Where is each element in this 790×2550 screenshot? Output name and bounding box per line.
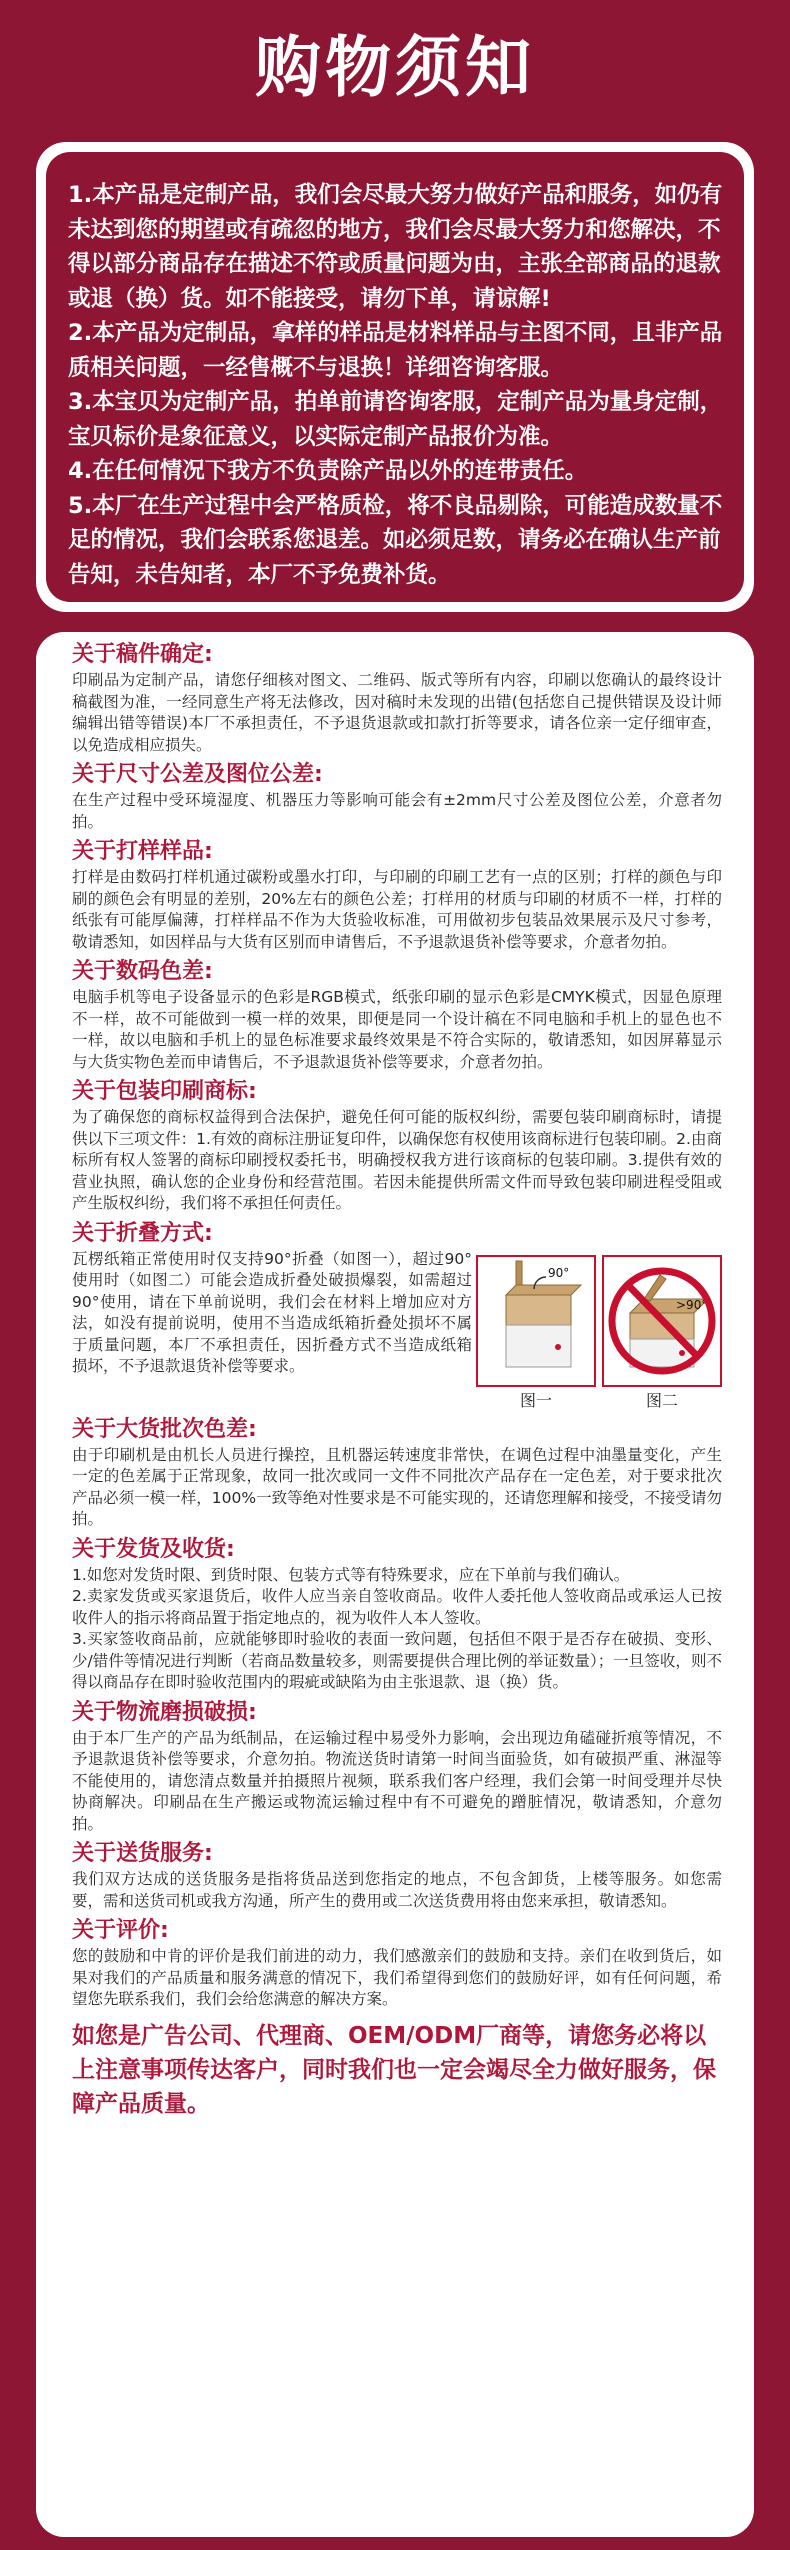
section-body: 打样是由数码打样机通过碳粉或墨水打印，与印刷的印刷工艺有一点的区别；打样的颜色与印刷的颜色会有明显的差别，20%左右的颜色公差；打样用的材质与印刷的材质不一样，打样的纸张有可能厚偏薄，打样样品不作为大货验收标准，可用做初步包装品效果展示及尺寸参考，敬请悉知，如因样品与大货有区别而申请售后，不予退款退货补偿等要求，介意者勿拍。 bbox=[72, 868, 722, 951]
notice-item: 2.本产品为定制品，拿样的样品是材料样品与主图不同，且非产品质相关问题，一经售概不与退换！详细咨询客服。 bbox=[68, 320, 723, 381]
section-title: 关于稿件确定: bbox=[72, 642, 213, 667]
fig2-angle: >90° bbox=[676, 1297, 708, 1312]
section-tolerance bbox=[72, 760, 722, 833]
box-fold-90-icon bbox=[476, 1255, 596, 1387]
fig1-angle: 90° bbox=[548, 1265, 570, 1280]
notice-item: 3.本宝贝为定制产品，拍单前请咨询客服，定制产品为量身定制，宝贝标价是象征意义，以实际定制产品报价为准。 bbox=[68, 389, 723, 450]
section-title: 关于折叠方式: bbox=[72, 1220, 213, 1246]
box-fold-over-90-prohibited-icon bbox=[602, 1255, 722, 1387]
section-trademark bbox=[72, 1077, 722, 1215]
figure-two bbox=[602, 1255, 722, 1415]
section-body: 电脑手机等电子设备显示的色彩是RGB模式，纸张印刷的显示色彩是CMYK模式，因显色原理不一样，故不可能做到一模一样的效果，即便是同一个设计稿在不同电脑和手机上的显色也不一样，故以电脑和手机上的显色标准要求最终效果是不符合实际的，敬请悉知，如因屏幕显示与大货实物色差而申请售后，不予退款退货补偿等要求，介意者勿拍。 bbox=[72, 988, 722, 1071]
section-shipping bbox=[72, 1535, 722, 1694]
section-manuscript bbox=[72, 640, 722, 756]
section-body: 印刷品为定制产品，请您仔细核对图文、二维码、版式等所有内容，印刷以您确认的最终设计稿截图为准，一经同意生产将无法修改，因对稿时未发现的出错(包括您自己提供错误及设计师编辑出错等错误)本厂不承担责任，不予退货退款或扣款打折等要求，请各位亲一定仔细审查，以免造成相应损失。 bbox=[72, 671, 722, 754]
section-body: 由于本厂生产的产品为纸制品，在运输过程中易受外力影响，会出现边角磕碰折痕等情况，不予退款退货补偿等要求，介意勿拍。物流送货时请第一时间当面验货，如有破损严重、淋湿等不能使用的，请您清点数量并拍摄照片视频，联系我们客户经理，我们会第一时间受理并尽快协商解决。印刷品在生产搬运或物流运输过程中有不可避免的蹭脏情况，敬请悉知，介意勿拍。 bbox=[72, 1728, 722, 1833]
section-logistics-damage bbox=[72, 1698, 722, 1836]
section-body: 1.如您对发货时限、到货时限、包装方式等有特殊要求，应在下单前与我们确认。 2.卖家发货或买家退货后，收件人应当亲自签收商品。收件人委托他人签收商品或承运人已按收件人的指示将商品置于指定地点的，视为收件人本人签收。 3.买家签收商品前，应就能够即时验收的表面一致问题，包括但不限于是否存在破损、变形、少/错件等情况进行判断（若商品数量较多，则需要提供合理比例的举证数量）；一旦签收，则不得以商品存在即时验收范围内的瑕疵或缺陷为由主张退款、退（换）货。 bbox=[72, 1565, 722, 1691]
closing-note: 如您是广告公司、代理商、OEM/ODM厂商等，请您务必将以上注意事项传达客户，同时我们也一定会竭尽全力做好服务，保障产品质量。 bbox=[72, 2022, 716, 2117]
section-title: 关于物流磨损破损: bbox=[72, 1699, 257, 1725]
notice-item: 1.本产品是定制产品，我们会尽最大努力做好产品和服务，如仍有未达到您的期望或有疏忽的地方，我们会尽最大努力和您解决，不得以部分商品存在描述不符或质量问题为由，主张全部商品的退款或退（换）货。如不能接受，请勿下单，请谅解! bbox=[68, 182, 723, 312]
notice-list bbox=[46, 152, 744, 602]
figure-one bbox=[476, 1255, 596, 1415]
content-panel bbox=[36, 632, 754, 2537]
section-batch-color bbox=[72, 1415, 722, 1531]
section-body: 在生产过程中受环境湿度、机器压力等影响可能会有±2mm尺寸公差及图位公差，介意者勿拍。 bbox=[72, 791, 722, 831]
section-body: 由于印刷机是由机长人员进行操控，且机器运转速度非常快，在调色过程中油墨量变化，产生一定的色差属于正常现象，故同一批次或同一文件不同批次产品存在一定色差，对于要求批次产品必须一模一样，100%一致等绝对性要求是不可能实现的，还请您理解和接受，不接受请勿拍。 bbox=[72, 1445, 722, 1528]
notice-panel bbox=[36, 142, 754, 612]
section-digital-color bbox=[72, 957, 722, 1073]
section-review bbox=[72, 1916, 722, 2011]
section-title: 关于打样样品: bbox=[72, 839, 213, 864]
notice-item: 5.本厂在生产过程中会严格质检，将不良品剔除，可能造成数量不足的情况，我们会联系您退差。如必须足数，请务必在确认生产前告知，未告知者，本厂不予免费补货。 bbox=[68, 492, 723, 588]
section-title: 关于发货及收货: bbox=[72, 1536, 235, 1562]
section-body: 您的鼓励和中肯的评价是我们前进的动力，我们感激亲们的鼓励和支持。亲们在收到货后，如果对我们的产品质量和服务满意的情况下，我们希望得到您们的鼓励好评，如有任何问题，希望您先联系我们，我们会给您满意的解决方案。 bbox=[72, 1947, 722, 2008]
section-title: 关于送货服务: bbox=[72, 1841, 213, 1866]
section-title: 关于评价: bbox=[72, 1918, 169, 1943]
section-title: 关于包装印刷商标: bbox=[72, 1079, 257, 1104]
page-title: 购物须知 bbox=[255, 29, 535, 106]
section-body: 我们双方达成的送货服务是指将货品送到您指定的地点，不包含卸货，上楼等服务。如您需要，需和送货司机或我方沟通，所产生的费用或二次送货费用将由您来承担，敬请悉知。 bbox=[72, 1870, 722, 1910]
section-title: 关于尺寸公差及图位公差: bbox=[72, 762, 323, 787]
section-title: 关于数码色差: bbox=[72, 959, 213, 984]
section-delivery bbox=[72, 1839, 722, 1912]
section-title: 关于大货批次色差: bbox=[72, 1416, 257, 1442]
section-body: 瓦楞纸箱正常使用时仅支持90°折叠（如图一），超过90°使用时（如图二）可能会造成折叠处破损爆裂，如需超过90°使用，请在下单前说明，我们会在材料上增加应对方法，如没有提前说明，使用不当造成纸箱折叠处损坏不属于质量问题，本厂不承担责任，因折叠方式不当造成纸箱损坏，不予退款退货补偿等要求。 bbox=[72, 1249, 472, 1375]
section-body: 为了确保您的商标权益得到合法保护，避免任何可能的版权纠纷，需要包装印刷商标时，请提供以下三项文件：1.有效的商标注册证复印件，以确保您有权使用该商标进行包装印刷。2.由商标所有权人签署的商标印刷授权委托书，明确授权我方进行该商标的包装印刷。3.提供有效的营业执照，确认您的企业身份和经营范围。若因未能提供所需文件而导致包装印刷进程受阻或产生版权纠纷，我们将不承担任何责任。 bbox=[72, 1108, 722, 1212]
figure-two-label: 图二 bbox=[645, 1390, 678, 1410]
folding-figures bbox=[476, 1249, 722, 1415]
folding-row bbox=[72, 1249, 722, 1415]
notice-item: 4.在任何情况下我方不负责除产品以外的连带责任。 bbox=[68, 458, 588, 484]
section-folding bbox=[72, 1219, 722, 1415]
section-proof bbox=[72, 837, 722, 953]
figure-one-label: 图一 bbox=[519, 1390, 552, 1410]
